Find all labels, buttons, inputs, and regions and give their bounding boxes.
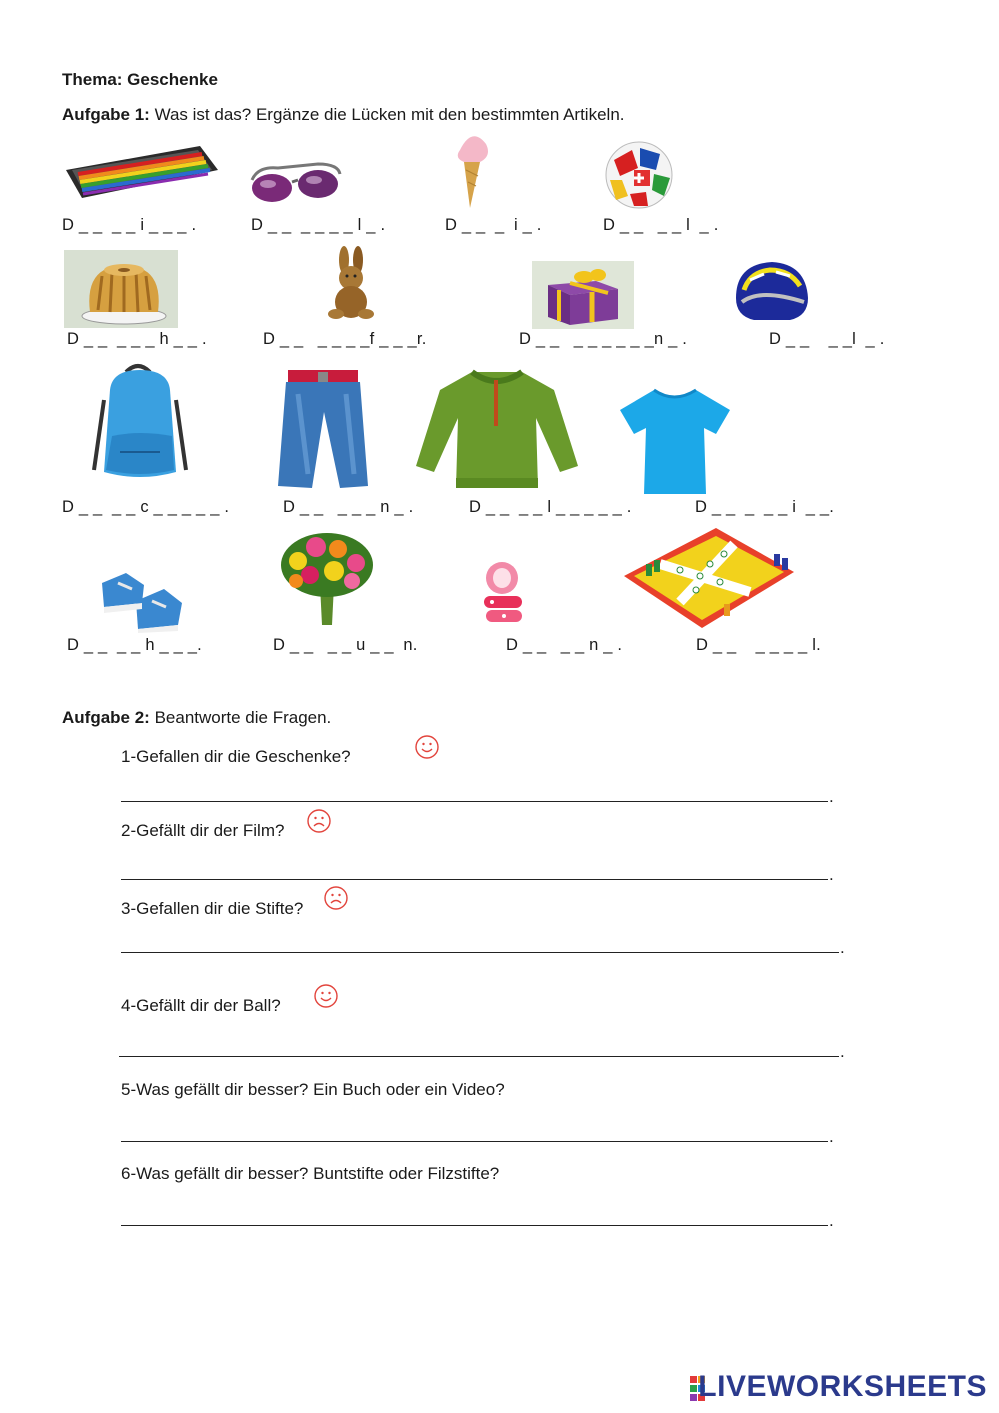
answer-end-dot-6: . xyxy=(829,1211,834,1230)
question-4: 4-Gefällt dir der Ball? xyxy=(121,996,281,1015)
answer-line-5[interactable] xyxy=(121,1141,828,1142)
answer-end-dot-4: . xyxy=(840,1042,845,1061)
task1-label: Aufgabe 1: xyxy=(62,105,150,124)
question-3: 3-Gefallen dir die Stifte? xyxy=(121,899,304,918)
liveworksheets-logo[interactable]: LIVEWORKSHEETS xyxy=(698,1370,987,1403)
task2-heading xyxy=(62,708,331,728)
gift-box-picture xyxy=(532,261,634,329)
question-2: 2-Gefällt dir der Film? xyxy=(121,821,285,840)
gap-text-2-2: D _ _ _ _ _ _f _ _ _r. xyxy=(263,330,427,348)
sad-face-icon xyxy=(306,808,332,834)
t-shirt-picture xyxy=(618,386,732,496)
answer-end-dot-1: . xyxy=(829,787,834,806)
task2-label: Aufgabe 2: xyxy=(62,708,150,727)
gap-text-1-4: D _ _ _ _ l _ . xyxy=(603,216,719,234)
gap-text-1-1: D _ _ _ _ i _ _ _ . xyxy=(62,216,197,234)
answer-line-2[interactable] xyxy=(121,879,828,880)
question-5: 5-Was gefällt dir besser? Ein Buch oder ein Video? xyxy=(121,1080,505,1099)
gap-text-2-4: D _ _ _ _l _ . xyxy=(769,330,885,348)
answer-end-dot-3: . xyxy=(840,938,845,957)
gap-text-3-3: D _ _ _ _ l _ _ _ _ _ . xyxy=(469,498,632,516)
answer-end-dot-5: . xyxy=(829,1127,834,1146)
answer-end-dot-2: . xyxy=(829,865,834,884)
gap-text-3-2: D _ _ _ _ _ n _ . xyxy=(283,498,414,516)
gap-text-1-3: D _ _ _ i _ . xyxy=(445,216,542,234)
question-6: 6-Was gefällt dir besser? Buntstifte oder Filzstifte? xyxy=(121,1164,500,1183)
gap-text-4-2: D _ _ _ _ u _ _ n. xyxy=(273,636,418,654)
colored-pencils-picture xyxy=(62,140,220,202)
task1-text: Was ist das? Ergänze die Lücken mit den bestimmten Artikeln. xyxy=(149,105,625,124)
gap-text-2-1: D _ _ _ _ _ h _ _ . xyxy=(67,330,207,348)
gap-text-4-3: D _ _ _ _ n _ . xyxy=(506,636,623,654)
board-game-picture xyxy=(620,520,796,632)
gap-text-3-1: D _ _ _ _ c _ _ _ _ _ . xyxy=(62,498,230,516)
sunglasses-picture xyxy=(248,158,344,210)
bracelets-picture xyxy=(478,560,526,626)
happy-face-icon xyxy=(414,734,440,760)
cake-picture xyxy=(64,250,178,328)
sad-face-icon xyxy=(323,885,349,911)
answer-line-4[interactable] xyxy=(119,1056,839,1057)
answer-line-6[interactable] xyxy=(121,1225,828,1226)
sneakers-picture xyxy=(96,543,186,633)
backpack-picture xyxy=(90,360,190,482)
gap-text-2-3: D _ _ _ _ _ _ _ _n _ . xyxy=(519,330,688,348)
teddy-rabbit-picture xyxy=(322,246,380,322)
bike-helmet-picture xyxy=(730,258,812,326)
gap-text-4-4: D _ _ _ _ _ _ l. xyxy=(696,636,821,654)
ice-cream-picture xyxy=(452,130,492,210)
happy-face-icon xyxy=(313,983,339,1009)
question-1: 1-Gefallen dir die Geschenke? xyxy=(121,747,351,766)
flower-bouquet-picture xyxy=(276,525,378,629)
gap-text-4-1: D _ _ _ _ h _ _ _. xyxy=(67,636,202,654)
gap-text-3-4: D _ _ _ _ _ i _ _. xyxy=(695,498,835,516)
page-title: Thema: Geschenke xyxy=(62,70,218,89)
task2-text: Beantworte die Fragen. xyxy=(149,708,332,727)
task1-heading xyxy=(62,105,625,125)
sweater-picture xyxy=(414,366,580,492)
answer-line-3[interactable] xyxy=(121,952,839,953)
jeans-picture xyxy=(268,364,380,492)
football-picture xyxy=(604,140,674,210)
answer-line-1[interactable] xyxy=(121,801,828,802)
gap-text-1-2: D _ _ _ _ _ _ l _ . xyxy=(251,216,386,234)
